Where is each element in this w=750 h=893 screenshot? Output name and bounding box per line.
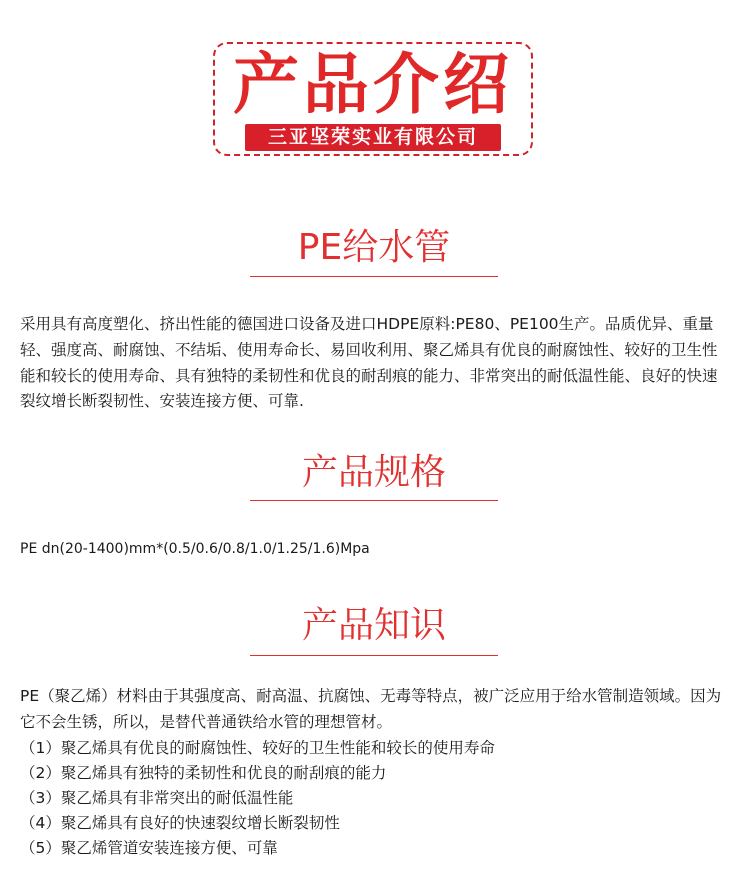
pe-pipe-description: 采用具有高度塑化、挤出性能的德国进口设备及进口HDPE原料:PE80、PE100生产。品质优异、重量轻、强度高、耐腐蚀、不结垢、使用寿命长、易回收利用、聚乙烯具有优良的耐腐蚀性、较好的卫生性能和较长的使用寿命、具有独特的柔韧性和优良的耐刮痕的能力、非常突出的耐低温性能、良好的快速裂纹增长断裂韧性、安装连接方便、可靠. xyxy=(20,315,718,411)
section-heading-pe-pipe: PE给水管 xyxy=(297,227,451,268)
section-divider xyxy=(250,276,498,277)
list-item: （3）聚乙烯具有非常突出的耐低温性能 xyxy=(20,789,294,807)
list-item: （1）聚乙烯具有优良的耐腐蚀性、较好的卫生性能和较长的使用寿命 xyxy=(20,739,495,757)
section-divider xyxy=(250,655,498,656)
knowledge-list xyxy=(20,736,732,861)
product-spec-text: PE dn(20-1400)mm*(0.5/0.6/0.8/1.0/1.25/1.6)Mpa xyxy=(20,541,370,557)
knowledge-intro: PE（聚乙烯）材料由于其强度高、耐高温、抗腐蚀、无毒等特点，被广泛应用于给水管制造领域。因为它不会生锈，所以，是替代普通铁给水管的理想管材。 xyxy=(20,687,722,731)
section-heading-knowledge: 产品知识 xyxy=(301,605,446,646)
list-item: （4）聚乙烯具有良好的快速裂纹增长断裂韧性 xyxy=(20,814,340,832)
list-item: （5）聚乙烯管道安装连接方便、可靠 xyxy=(20,839,278,857)
banner-title: 产品介绍 xyxy=(233,46,513,123)
section-heading-specs: 产品规格 xyxy=(301,452,446,493)
product-intro-banner xyxy=(213,42,533,156)
company-name: 三亚坚荣实业有限公司 xyxy=(245,124,501,151)
section-divider xyxy=(250,500,498,501)
list-item: （2）聚乙烯具有独特的柔韧性和优良的耐刮痕的能力 xyxy=(20,764,387,782)
